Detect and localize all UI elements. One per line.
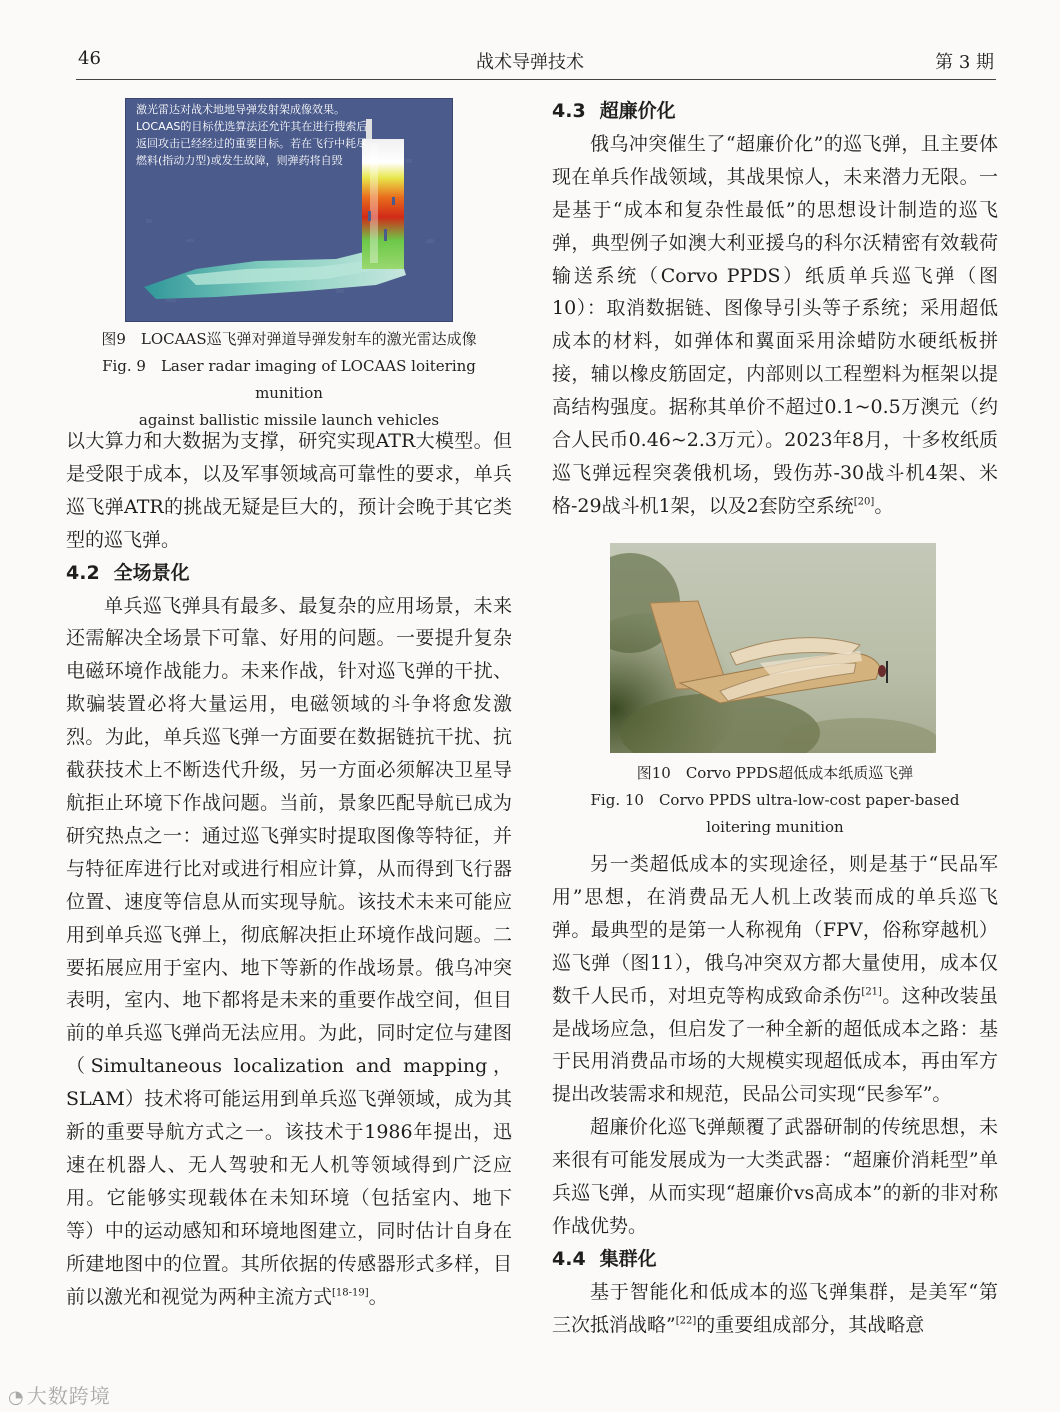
paragraph-text: 基于智能化和低成本的巡飞弹集群，是美军“第三次抵消战略” [552,1280,998,1336]
issue-number: 第 3 期 [935,52,994,73]
section-number: 4.4 [552,1247,586,1270]
journal-title: 战术导弹技术 [476,52,584,73]
figure-10-caption-en-line-1: Fig. 10 Corvo PPDS ultra-low-cost paper-based [590,791,960,809]
paragraph-text-continued: 的重要组成部分，其战略意 [696,1313,925,1336]
figure-10-image [610,543,936,753]
right-column-bottom [552,848,998,1342]
paragraph-4-3 [552,128,998,523]
section-number: 4.2 [66,561,100,584]
section-title: 全场景化 [113,561,190,584]
reference-20: [20] [853,496,875,508]
figure-10-caption-en-line-2: loitering munition [706,818,844,836]
section-title: 超廉价化 [599,100,676,122]
reference-21: [21] [861,986,882,998]
paragraph-end: 。 [874,494,894,517]
left-column [66,425,512,1313]
paragraph-end: 。 [368,1285,388,1308]
section-heading-4-3 [552,95,998,128]
figure-9-overlay-text: 激光雷达对战术地地导弹发射架成像效果。LOCAAS的目标优选算法还允许其在进行搜索后返回攻击已经经过的重要目标。若在飞行中耗尽燃料(指动力型)或发生故障，则弹药将自毁 [136,103,368,167]
paragraph-text-continued: 。这种改装虽是战场应急，但启发了一种全新的超低成本之路：基于民用消费品市场的大规模实现超低成本，再由军方提出改装需求和规范，民品公司实现“民参军”。 [552,984,998,1106]
paragraph-text: 另一类超低成本的实现途径，则是基于“民品军用”思想，在消费品无人机上改装而成的单兵巡飞弹。最典型的是第一人称视角（FPV，俗称穿越机）巡飞弹（图11），俄乌冲突双方都大量使用，成本仅数千人民币，对坦克等构成致命杀伤 [552,853,998,1007]
paragraph-text: 单兵巡飞弹具有最多、最复杂的应用场景，未来还需解决全场景下可靠、好用的问题。一要提升复杂电磁环境作战能力。未来作战，针对巡飞弹的干扰、欺骗装置必将大量运用，电磁领域的斗争将愈发激烈。为此，单兵巡飞弹一方面要在数据链抗干扰、抗截获技术上不断迭代升级，另一方面必须解决卫星导航拒止环境下作战问题。当前，景象匹配导航已成为研究热点之一：通过巡飞弹实时提取图像等特征，并与特征库进行比对或进行相应计算，从而得到飞行器位置、速度等信息从而实现导航。该技术未来可能应用到单兵巡飞弹上，彻底解决拒止环境作战问题。二要拓展应用于室内、地下等新的作战场景。俄乌冲突表明，室内、地下都将是未来的重要作战空间，但目前的单兵巡飞弹尚无法应用。为此，同时定位与建图（Simultaneous localization and mapping，SLAM）技术将可能运用到单兵巡飞弹领域，成为其新的重要导航方式之一。该技术于1986年提出，迅速在机器人、无人驾驶和无人机等领域得到广泛应用。它能够实现载体在未知环境（包括室内、地下等）中的运动感知和环境地图建立，同时估计自身在所建地图中的位置。其所依据的传感器形式多样，目前以激光和视觉为两种主流方式 [66,594,512,1308]
figure-10-caption-cn: 图10 Corvo PPDS超低成本纸质巡飞弹 [636,764,914,782]
figure-10-caption [552,760,998,841]
figure-9-caption-en-line-1: Fig. 9 Laser radar imaging of LOCAAS loitering munition [102,357,476,402]
paragraph-text: 俄乌冲突催生了“超廉价化”的巡飞弹，且主要体现在单兵作战领域，其战果惊人，未来潜力无限。一是基于“成本和复杂性最低”的思想设计制造的巡飞弹，典型例子如澳大利亚援乌的科尔沃精密有效载荷输送系统（Corvo PPDS）纸质单兵巡飞弹（图10）：取消数据链、图像导引头等子系统；采用超低成本的材料，如弹体和翼面采用涂蜡防水硬纸板拼接，辅以橡皮筋固定，内部则以工程塑料为框架以提高结构强度。据称其单价不超过0.1~0.5万澳元（约合人民币0.46~2.3万元）。2023年8月，十多枚纸质巡飞弹远程突袭俄机场，毁伤苏-30战斗机4架、米格-29战斗机1架，以及2套防空系统 [552,132,998,517]
paragraph-cheap-summary: 超廉价化巡飞弹颠覆了武器研制的传统思想，未来很有可能发展成为一大类武器：“超廉价消耗型”单兵巡飞弹，从而实现“超廉价vs高成本”的新的非对称作战优势。 [552,1116,998,1237]
weibo-icon: ◔ [8,1387,25,1408]
figure-9-image [125,98,453,322]
reference-22: [22] [675,1315,697,1327]
section-title: 集群化 [599,1247,657,1270]
section-heading-4-4 [552,1243,998,1276]
reference-18-19: [18-19] [332,1287,369,1299]
watermark [8,1380,111,1409]
paragraph-continued: 以大算力和大数据为支撑，研究实现ATR大模型。但是受限于成本，以及军事领域高可靠性的要求，单兵巡飞弹ATR的挑战无疑是巨大的，预计会晚于其它类型的巡飞弹。 [66,430,512,551]
header-rule [76,79,996,80]
figure-9-caption-en-line-2: against ballistic missile launch vehicles [138,411,440,429]
watermark-text: 大数跨境 [26,1384,111,1408]
paragraph-4-4 [552,1276,998,1342]
page-header [0,0,1060,80]
page-number: 46 [78,48,101,69]
paper-drone-photo [610,543,936,753]
figure-9-caption-cn: 图9 LOCAAS巡飞弹对弹道导弹发射车的激光雷达成像 [101,330,477,348]
paragraph-4-2 [66,590,512,1314]
section-number: 4.3 [552,100,586,122]
figure-9-caption [66,326,512,434]
section-heading-4-2 [66,557,512,590]
right-column-top [552,95,998,523]
paragraph-fpv [552,848,998,1111]
